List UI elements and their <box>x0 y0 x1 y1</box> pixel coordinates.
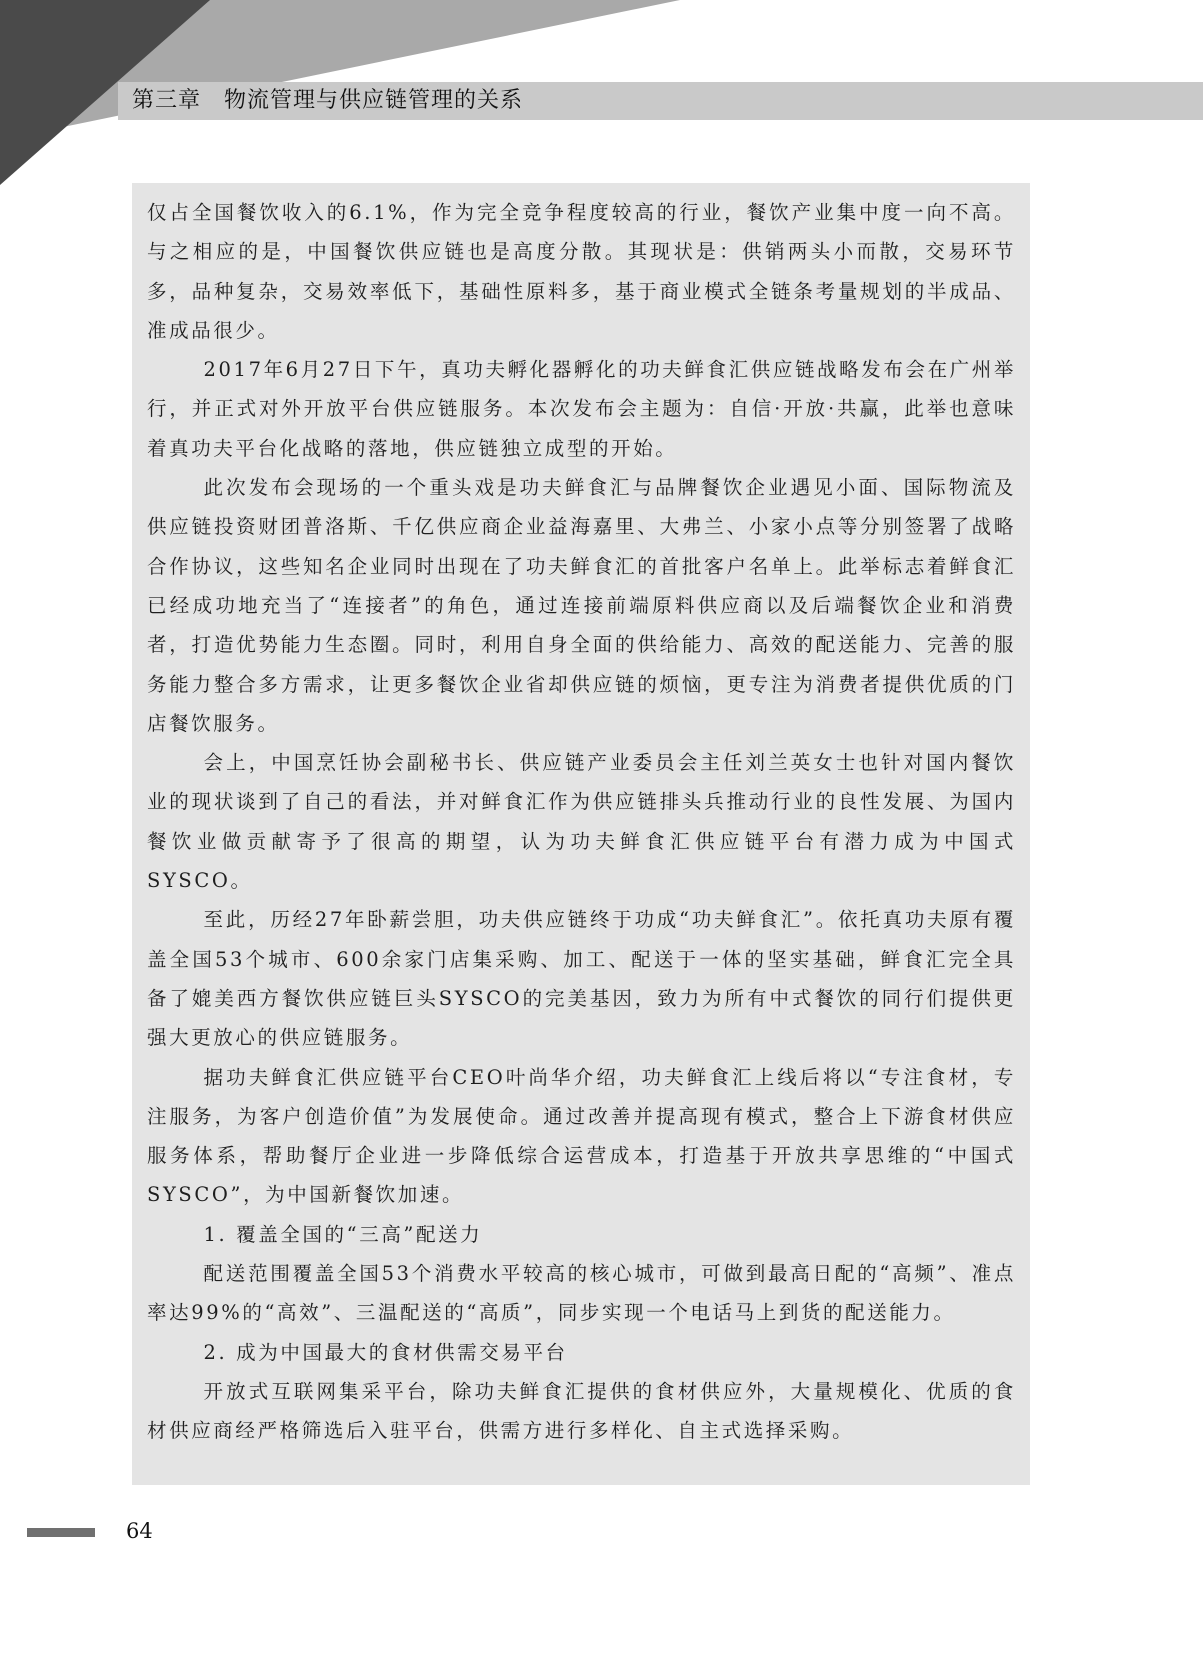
page-number: 64 <box>126 1519 153 1543</box>
paragraph: 2017年6月27日下午，真功夫孵化器孵化的功夫鲜食汇供应链战略发布会在广州举行，并正式对外开放平台供应链服务。本次发布会主题为：自信·开放·共赢，此举也意味着真功夫平台化战略的落地，供应链独立成型的开始。 <box>147 358 1016 460</box>
paragraph: 仅占全国餐饮收入的6.1%，作为完全竞争程度较高的行业，餐饮产业集中度一向不高。与之相应的是，中国餐饮供应链也是高度分散。其现状是：供销两头小而散，交易环节多，品种复杂，交易效率低下，基础性原料多，基于商业模式全链条考量规划的半成品、准成品很少。 <box>147 201 1016 342</box>
paragraph: 据功夫鲜食汇供应链平台CEO叶尚华介绍，功夫鲜食汇上线后将以“专注食材，专注服务，为客户创造价值”为发展使命。通过改善并提高现有模式，整合上下游食材供应服务体系，帮助餐厅企业进一步降低综合运营成本，打造基于开放共享思维的“中国式SYSCO”，为中国新餐饮加速。 <box>147 1065 1016 1207</box>
paragraph: 此次发布会现场的一个重头戏是功夫鲜食汇与品牌餐饮企业遇见小面、国际物流及供应链投资财团普洛斯、千亿供应商企业益海嘉里、大弗兰、小家小点等分别签署了战略合作协议，这些知名企业同时出现在了功夫鲜食汇的首批客户名单上。此举标志着鲜食汇已经成功地充当了“连接者”的角色，通过连接前端原料供应商以及后端餐饮企业和消费者，打造优势能力生态圈。同时，利用自身全面的供给能力、高效的配送能力、完善的服务能力整合多方需求，让更多餐饮企业省却供应链的烦恼，更专注为消费者提供优质的门店餐饮服务。 <box>147 476 1016 735</box>
page-number-marker <box>27 1528 95 1537</box>
paragraph: 配送范围覆盖全国53个消费水平较高的核心城市，可做到最高日配的“高频”、准点率达99%的“高效”、三温配送的“高质”，同步实现一个电话马上到货的配送能力。 <box>147 1262 1016 1325</box>
case-study-box <box>132 183 1030 1485</box>
paragraph: 至此，历经27年卧薪尝胆，功夫供应链终于功成“功夫鲜食汇”。依托真功夫原有覆盖全国53个城市、600余家门店集采购、加工、配送于一体的坚实基础，鲜食汇完全具备了媲美西方餐饮供应链巨头SYSCO的完美基因，致力为所有中式餐饮的同行们提供更强大更放心的供应链服务。 <box>147 908 1016 1050</box>
section-heading: 2. 成为中国最大的食材供需交易平台 <box>203 1340 568 1364</box>
paragraph: 开放式互联网集采平台，除功夫鲜食汇提供的食材供应外，大量规模化、优质的食材供应商经严格筛选后入驻平台，供需方进行多样化、自主式选择采购。 <box>147 1379 1016 1443</box>
paragraph: 会上，中国烹饪协会副秘书长、供应链产业委员会主任刘兰英女士也针对国内餐饮业的现状谈到了自己的看法，并对鲜食汇作为供应链排头兵推动行业的良性发展、为国内餐饮业做贡献寄予了很高的期望，认为功夫鲜食汇供应链平台有潜力成为中国式SYSCO。 <box>147 751 1016 893</box>
chapter-title: 第三章 物流管理与供应链管理的关系 <box>132 88 524 113</box>
section-heading: 1. 覆盖全国的“三高”配送力 <box>203 1222 483 1246</box>
